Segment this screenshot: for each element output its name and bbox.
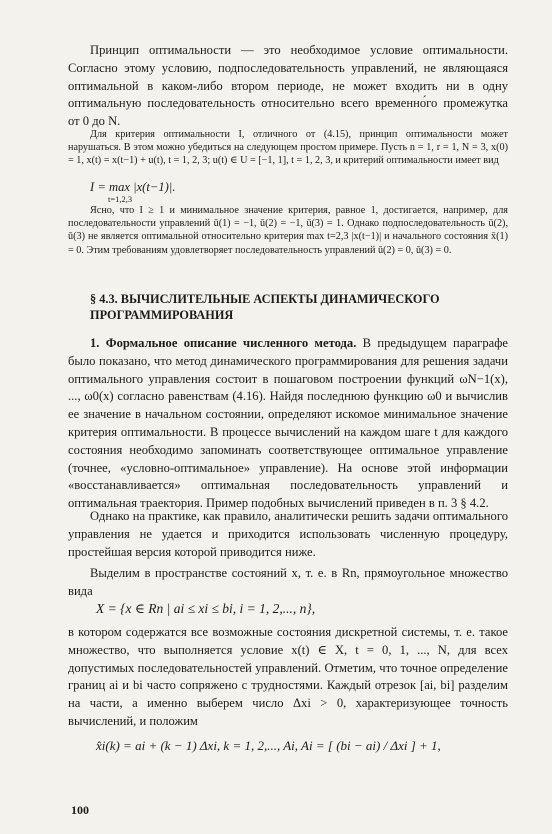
paragraph-optimality-principle: Принцип оптимальности — это необходимое условие оптимальности. Согласно этому условию, подпоследовательность управлений, не являющаяся оптимальной в каком-либо втором периоде, не может входить ни в одну оптимальную последовательность относительно всего временно́го промежутка от 0 до N. xyxy=(68,43,508,129)
paragraph-state-space: Выделим в пространстве состояний x, т. е. в Rn, прямоугольное множество вида xyxy=(68,566,508,598)
section-heading: § 4.3. ВЫЧИСЛИТЕЛЬНЫЕ АСПЕКТЫ ДИНАМИЧЕСКОГО ПРОГРАММИРОВАНИЯ xyxy=(90,292,440,322)
formula-criterion-text: I = max |x(t−1)|. xyxy=(90,180,176,194)
paragraph-grid-definition: в котором содержатся все возможные состояния дискретной системы, т. е. такое множество, что выполняется условие x(t) ∈ X, t = 0, 1, ..., N, для всех допустимых последовательностей управлений. Отметим, что точное определение границ ai и bi часто сопряжено с трудностями. Каждый отрезок [ai, bi] разделим на части, а именно выберем число Δxi > 0, характеризующее точность вычислений, и положим xyxy=(68,625,508,728)
paragraph-numerical-procedure: Однако на практике, как правило, аналитически решить задачи оптимального управления не удается и приходится использовать численную процедуру, простейшая версия которой приводится ниже. xyxy=(68,509,508,559)
formula-criterion xyxy=(90,180,175,204)
paragraph-formal-description-text: В предыдущем параграфе было показано, что метод динамического программирования для решения задачи оптимального управления состоит в пошаговом построении функций ωN−1(x), ..., ω0(x) согласно равенствам (4.16). Найдя последнюю функцию ω0 и вычислив ее значение в начальном состоянии, определяют искомое минимальное значение критерия оптимальности. В процессе вычислений на каждом шаге t для каждого состояния необходимо запоминать соответствующее оптимальное управление (точнее, «условно-оптимальное» управление). На основе этой информации «восстанавливается» оптимальная последовательность управлений и оптимальная траектория. Пример подобных вычислений приведен в п. 3 § 4.2. xyxy=(68,336,508,511)
formula-grid-points: x̂i(k) = ai + (k − 1) Δxi, k = 1, 2,..., Ai, Ai = [ (bi − ai) / Δxi ] + 1, xyxy=(96,738,441,753)
formula-criterion-subscript: t=1,2,3 xyxy=(108,194,133,204)
paragraph-formal-description xyxy=(68,335,508,513)
note-example-explanation: Ясно, что I ≥ 1 и минимальное значение критерия, равное 1, достигается, например, для последовательности управлений ū(1) = −1, ū(2) = −1, ū(3) = 1. Однако подпоследовательность ū(2), ū(3) не является оптимальной относительно критерия max t=2,3 |x(t−1)| и начального состояния x̄(1) = 0. Этим требованиям удовлетворяет последовательность управлений ū(2) = 0, ū(3) = 0. xyxy=(68,205,508,256)
page-number: 100 xyxy=(71,803,89,817)
paragraph-title: 1. Формальное описание численного метода. xyxy=(90,336,357,350)
note-example-intro: Для критерия оптимальности I, отличного от (4.15), принцип оптимальности может нарушаться. В этом можно убедиться на следующем простом примере. Пусть n = 1, r = 1, N = 3, x(0) = 1, x(t) = x(t−1) + u(t), t = 1, 2, 3; u(t) ∈ U = [−1, 1], t = 1, 2, 3, и критерий оптимальности имеет вид xyxy=(68,129,508,167)
formula-set-x: X = {x ∈ Rn | ai ≤ xi ≤ bi, i = 1, 2,..., n}, xyxy=(96,601,316,616)
